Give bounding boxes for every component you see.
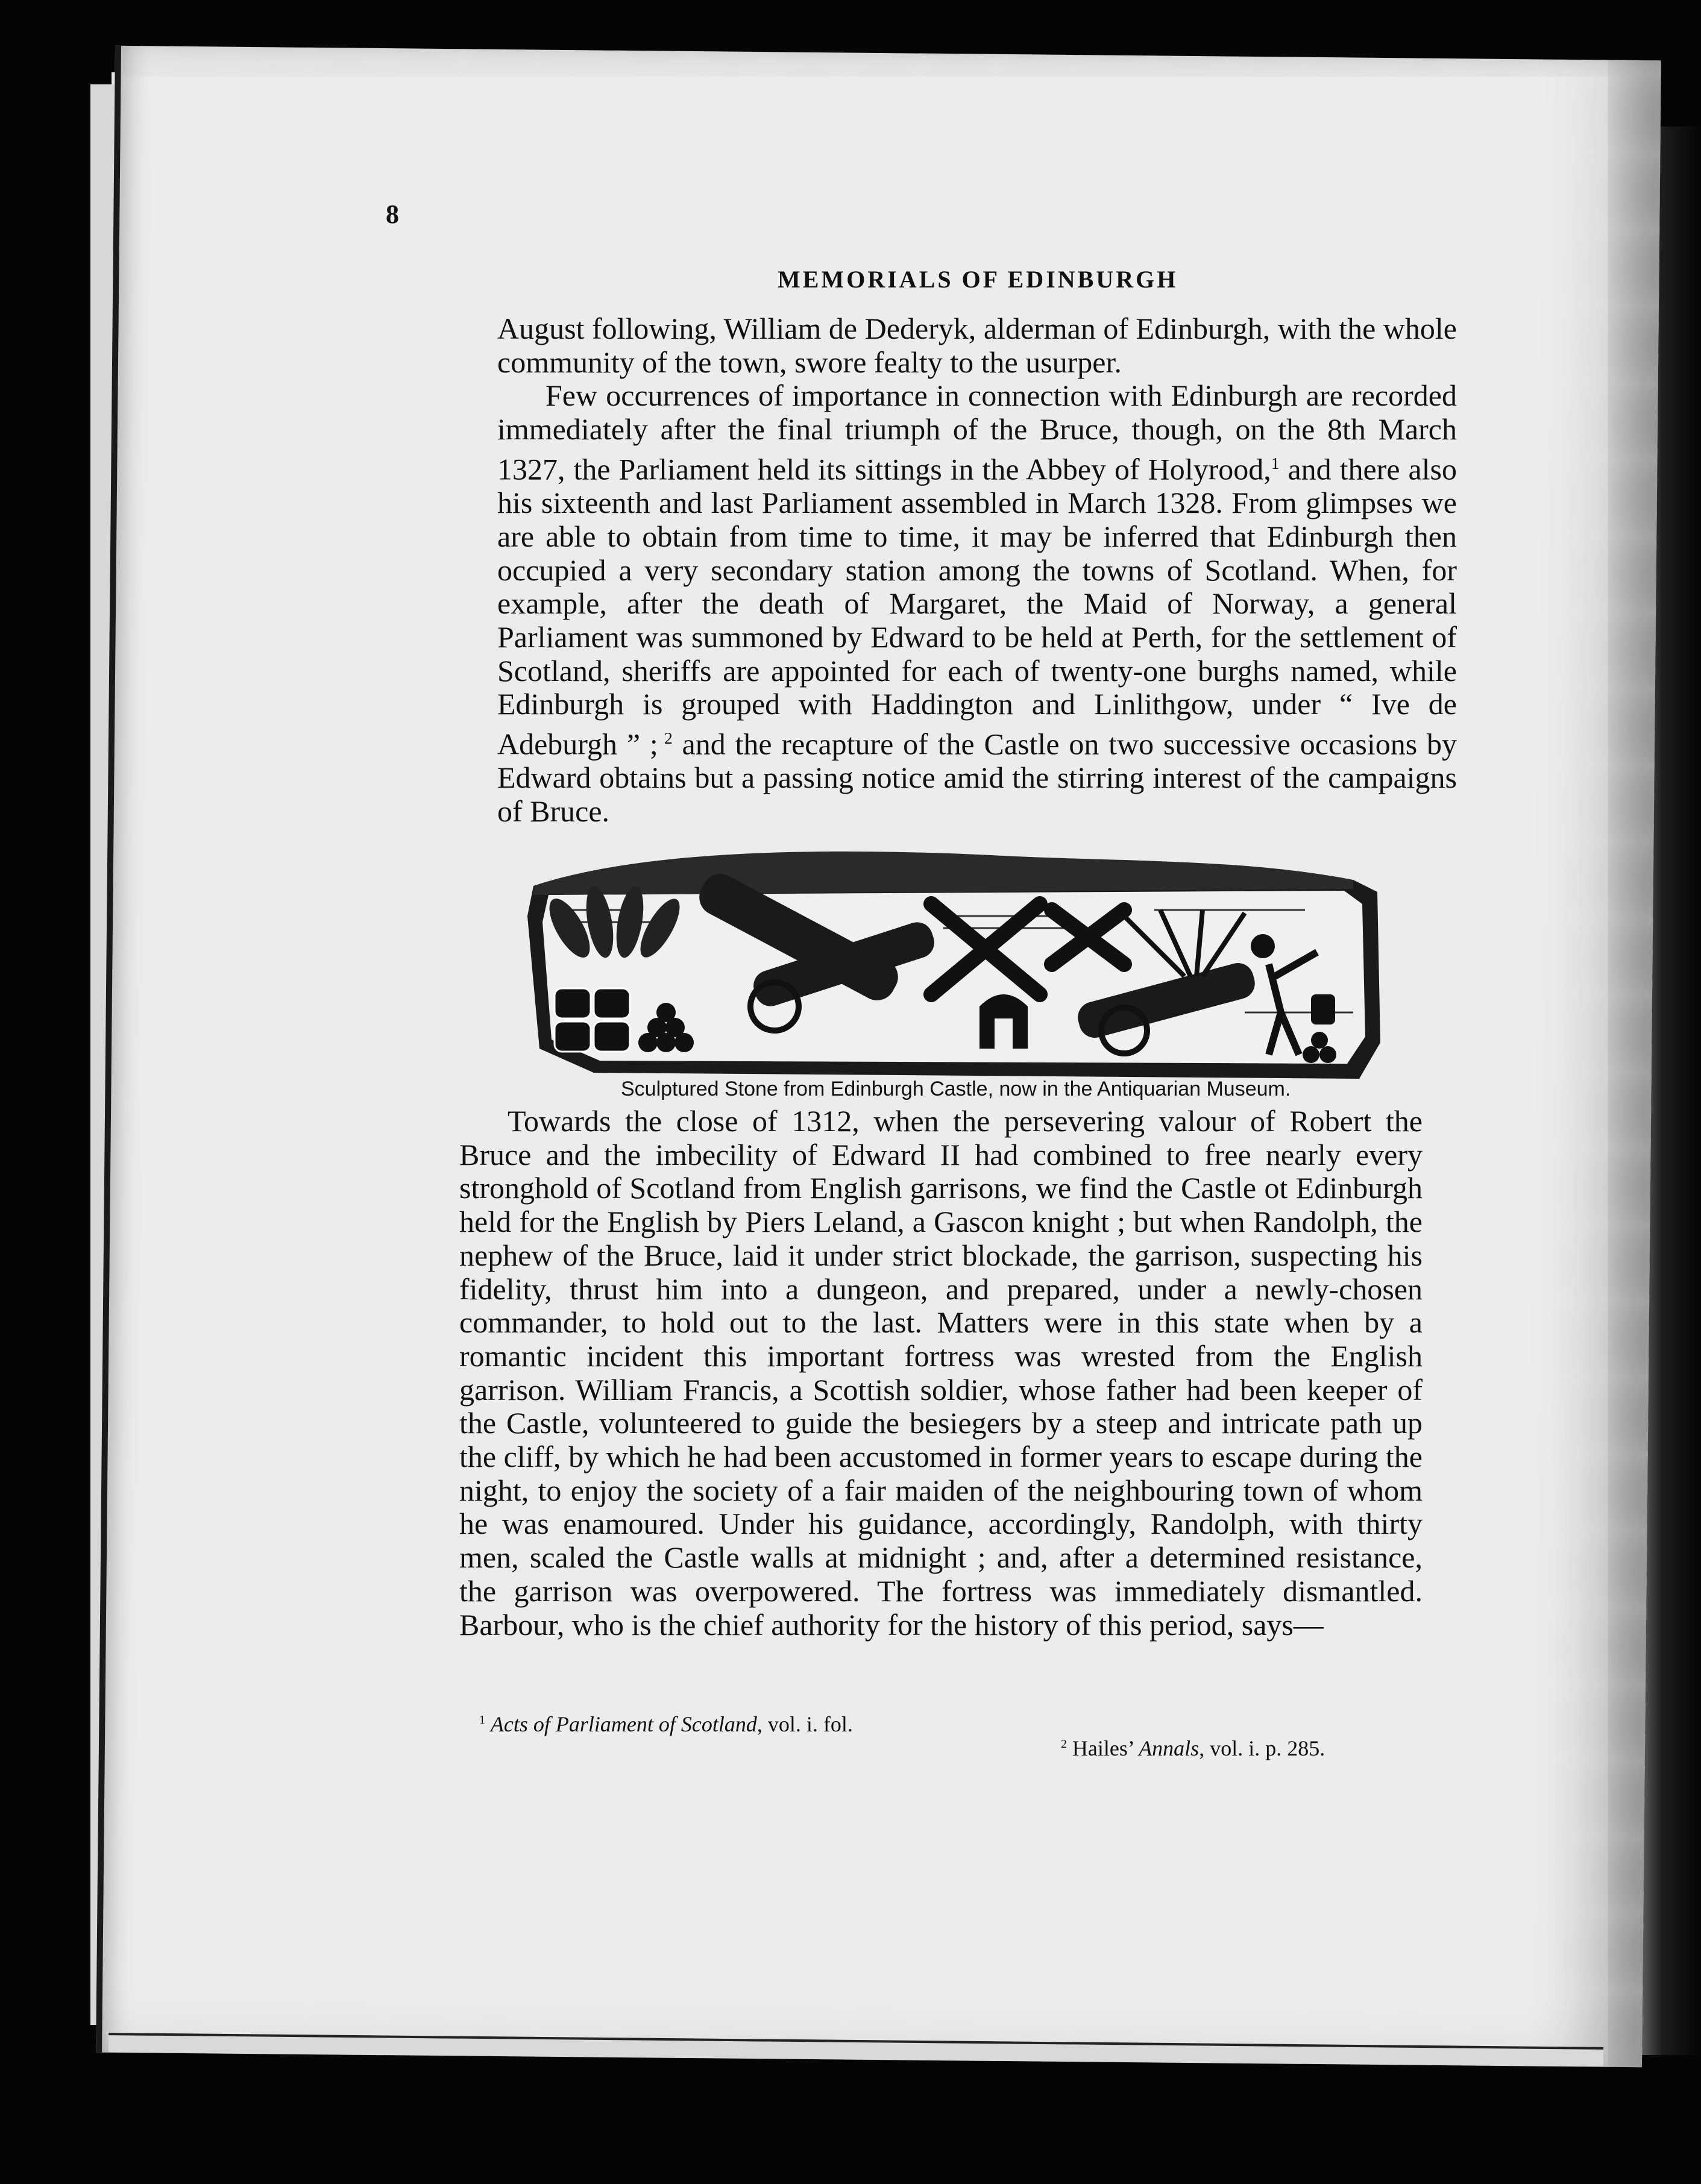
text-block-bottom — [459, 1105, 1423, 1642]
paragraph: August following, William de Dederyk, alderman of Edinburgh, with the whole community of the town, swore fealty to the usurper. — [497, 312, 1457, 379]
sculptured-stone-illustration — [521, 844, 1386, 1091]
page-number: 8 — [386, 199, 399, 229]
footnote-title: Annals — [1139, 1736, 1200, 1760]
paragraph: Few occurrences of importance in connection with Edinburgh are recorded immediately after the final triumph of the Bruce, though, on the 8th March 1327, the Parliament held its sittings in the Abbey of Holyrood,$^1$ and there also his sixteenth and last Parliament assembled in March 1328. From glimpses we are able to obtain from time to time, it may be inferred that Edinburgh then occupied a very secondary station among the towns of Scotland. When, for example, after the death of Margaret, the Maid of Norway, a general Parliament was summoned by Edward to be held at Perth, for the settlement of Scotland, sheriffs are appointed for each of twenty-one burghs named, while Edinburgh is grouped with Haddington and Linlithgow, under “ Ive de Adeburgh ” ; $^2$ and the recapture of the Castle on two successive occasions by Edward obtains but a passing notice amid the stirring interest of the campaigns of Bruce. — [497, 378, 1457, 829]
paragraph: Towards the close of 1312, when the persevering valour of Robert the Bruce and the imbecility of Edward II had combined to free nearly every stronghold of Scotland from English garrisons, we find the Castle ot Edinburgh held for the English by Piers Leland, a Gascon knight ; but when Randolph, the nephew of the Bruce, laid it under strict blockade, the garrison, suspecting his fidelity, thrust him into a dungeon, and prepared, under a newly-chosen commander, to hold out to the last. Matters were in this state when by a romantic incident this important fortress was wrested from the English garrison. William Francis, a Scottish soldier, whose father had been keeper of the Castle, volunteered to guide the besiegers by a steep and intricate path up the cliff, by which he had been accustomed in former years to escape during the night, to enjoy the society of a fair maiden of the neighbouring town of whom he was enamoured. Under his guidance, accordingly, Randolph, with thirty men, scaled the Castle walls at midnight ; and, after a determined resistance, the garrison was overpowered. The fortress was immediately dismantled. Barbour, who is the chief authority for the history of this period, says— — [459, 1104, 1423, 1642]
footnote-mark: 2 — [1061, 1737, 1067, 1751]
footnote-title: Acts of Parliament of Scotland — [490, 1712, 757, 1736]
running-head: MEMORIALS OF EDINBURGH — [778, 266, 1178, 293]
text-block-top — [497, 312, 1457, 829]
footnote-2: $^2$ Hailes’ Annals, vol. i. p. 285. — [1061, 1736, 1325, 1760]
footnote-mark: 1 — [479, 1713, 485, 1727]
footnote-ref: 1 — [1271, 453, 1280, 472]
footnote-ref: 2 — [658, 729, 673, 748]
figure-caption: Sculptured Stone from Edinburgh Castle, now in the Antiquarian Museum. — [621, 1078, 1291, 1100]
footnote-1: $^1$ Acts of Parliament of Scotland, vol. i. fol. — [479, 1712, 853, 1736]
